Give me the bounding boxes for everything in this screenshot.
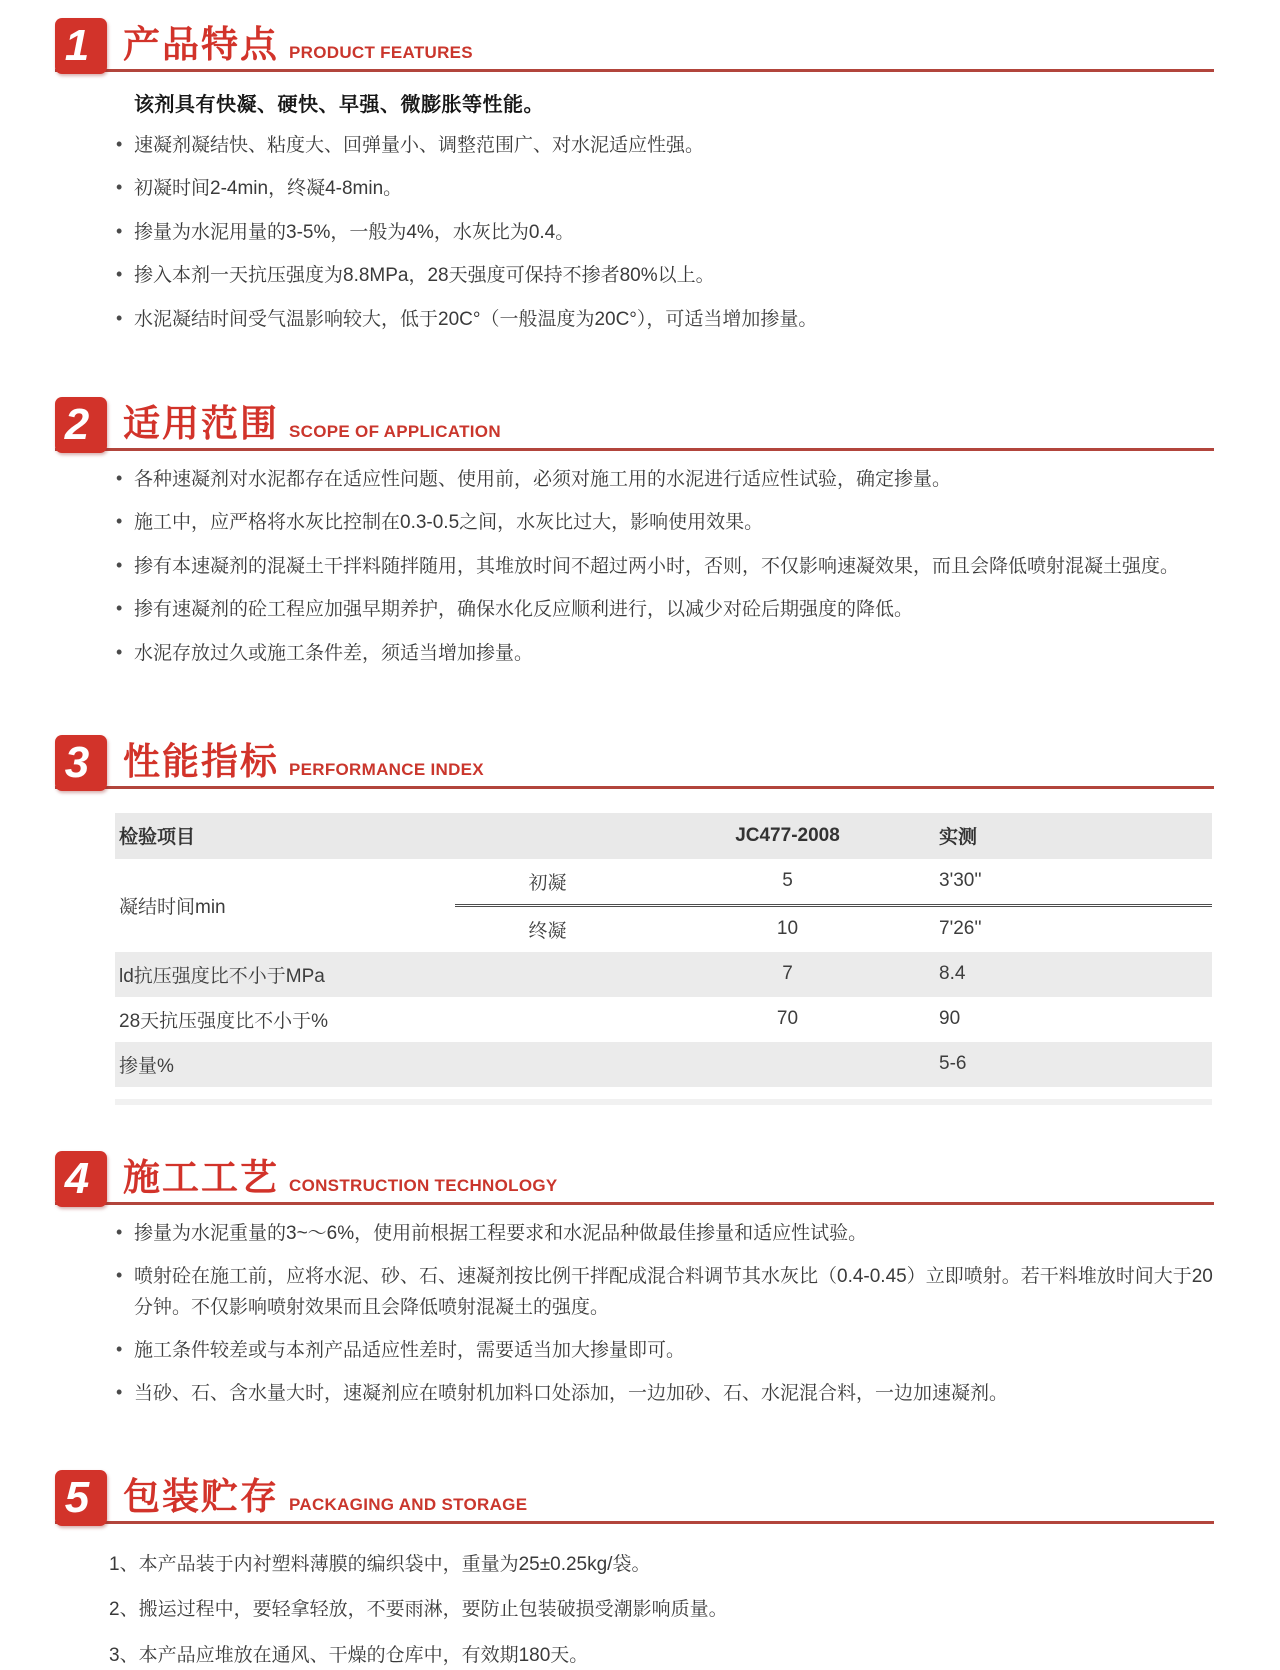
bullet-item: • 当砂、石、含水量大时，速凝剂应在喷射机加料口处添加，一边加砂、石、水泥混合料，一边加速凝剂。 — [113, 1379, 1214, 1409]
section-header-construction — [55, 1151, 1214, 1205]
bullet-item: • 掺入本剂一天抗压强度为8.8MPa，28天强度可保持不掺者80%以上。 — [113, 261, 1214, 291]
bullet-item: • 各种速凝剂对水泥都存在适应性问题、使用前，必须对施工用的水泥进行适应性试验，确定掺量。 — [113, 465, 1214, 495]
col-header-standard: JC477-2008 — [640, 813, 935, 859]
section-header-product-features — [55, 18, 1214, 72]
section-title-en: CONSTRUCTION TECHNOLOGY — [289, 1175, 558, 1195]
section-header-scope — [55, 397, 1214, 451]
section-number-badge — [55, 1470, 107, 1526]
col-header-item: 检验项目 — [115, 813, 455, 859]
section-number-badge — [55, 18, 107, 74]
section-title-en: SCOPE OF APPLICATION — [289, 421, 501, 441]
table-footer-strip — [115, 1099, 1212, 1105]
section-body-construction — [113, 1219, 1214, 1410]
construction-bullet-list — [113, 1219, 1214, 1410]
numbered-item: 1、本产品装于内衬塑料薄膜的编织袋中，重量为25±0.25kg/袋。 — [109, 1553, 651, 1575]
bullet-item: • 掺有速凝剂的砼工程应加强早期养护，确保水化反应顺利进行，以减少对砼后期强度的降低。 — [113, 595, 1214, 625]
table-row-dosage — [115, 1042, 1212, 1087]
item-cell: 28天抗压强度比不小于% — [119, 1010, 329, 1032]
bullet-item: • 掺有本速凝剂的混凝土干拌料随拌随用，其堆放时间不超过两小时，否则，不仅影响速凝效果，而且会降低喷射混凝土强度。 — [113, 552, 1214, 582]
section-title-cn: 包装贮存 — [123, 1475, 279, 1517]
numbered-item: 3、本产品应堆放在通风、干燥的仓库中，有效期180天。 — [109, 1644, 589, 1666]
bullet-item: • 水泥存放过久或施工条件差，须适当增加掺量。 — [113, 639, 1214, 669]
table-header-row — [115, 813, 1212, 859]
bullet-item: • 施工中，应严格将水灰比控制在0.3-0.5之间，水灰比过大，影响使用效果。 — [113, 508, 1214, 538]
measured-cell: 90 — [939, 1008, 961, 1030]
bullet-item: • 掺量为水泥用量的3-5%，一般为4%，水灰比为0.4。 — [113, 218, 1214, 248]
bullet-item: • 初凝时间2-4min，终凝4-8min。 — [113, 174, 1214, 204]
measured-cell: 8.4 — [935, 952, 1212, 997]
performance-index-table — [115, 813, 1212, 1087]
measured-cell: 3'30'' — [935, 859, 1212, 906]
setting-time-label: 凝结时间min — [119, 896, 226, 918]
section-title-en: PRODUCT FEATURES — [289, 43, 473, 62]
section-number: 5 — [64, 1472, 90, 1522]
standard-cell: 10 — [776, 918, 799, 940]
col-header-measured: 实测 — [935, 813, 1212, 859]
section-number-badge — [55, 1151, 107, 1207]
standard-cell: 5 — [640, 859, 935, 906]
col-header-phase — [455, 813, 640, 859]
section-title-en: PERFORMANCE INDEX — [289, 759, 484, 779]
measured-cell: 7'26'' — [939, 918, 982, 940]
bullet-item: • 喷射砼在施工前，应将水泥、砂、石、速凝剂按比例干拌配成混合料调节其水灰比（0.4-0.45）立即喷射。若干料堆放时间大于20分钟。不仅影响喷射效果而且会降低喷射混凝土的强度。 — [113, 1262, 1214, 1323]
standard-cell: 7 — [640, 952, 935, 997]
scope-bullet-list — [113, 465, 1214, 669]
section-number-badge — [55, 397, 107, 453]
bullet-item: • 水泥凝结时间受气温影响较大，低于20C°（一般温度为20C°），可适当增加掺量。 — [113, 305, 1214, 335]
bullet-item: • 掺量为水泥重量的3~～6%，使用前根据工程要求和水泥品种做最佳掺量和适应性试验。 — [113, 1219, 1214, 1249]
table-row-setting-initial — [115, 859, 1212, 906]
bullet-item: • 速凝剂凝结快、粘度大、回弹量小、调整范围广、对水泥适应性强。 — [113, 131, 1214, 161]
section-title-cn: 适用范围 — [123, 402, 279, 444]
section-title-cn: 产品特点 — [123, 24, 279, 65]
table-row-1d-strength — [115, 952, 1212, 997]
features-intro: 该剂具有快凝、硬快、早强、微膨胀等性能。 — [134, 94, 544, 116]
section-body-product-features — [113, 88, 1214, 335]
section-title-en: PACKAGING AND STORAGE — [289, 1494, 528, 1514]
section-title-cn: 性能指标 — [123, 740, 279, 782]
table-row-28d-strength — [115, 997, 1212, 1042]
section-header-performance — [55, 735, 1214, 789]
item-cell: 掺量% — [115, 1042, 640, 1087]
section-number: 4 — [64, 1153, 90, 1203]
item-cell: ld抗压强度比不小于MPa — [115, 952, 640, 997]
bullet-item: • 施工条件较差或与本剂产品适应性差时，需要适当加大掺量即可。 — [113, 1336, 1214, 1366]
features-bullet-list — [113, 131, 1214, 335]
section-title-cn: 施工工艺 — [123, 1156, 279, 1198]
section-number: 1 — [64, 21, 90, 70]
phase-cell: 终凝 — [528, 920, 567, 942]
phase-cell: 初凝 — [455, 859, 640, 906]
section-body-scope — [113, 465, 1214, 669]
section-number-badge — [55, 735, 107, 791]
standard-cell: 70 — [776, 1008, 799, 1030]
section-number: 3 — [64, 737, 90, 787]
numbered-item: 2、搬运过程中，要轻拿轻放，不要雨淋，要防止包装破损受潮影响质量。 — [109, 1599, 728, 1621]
section-header-packaging — [55, 1470, 1214, 1524]
measured-cell: 5-6 — [935, 1042, 1212, 1087]
section-number: 2 — [64, 399, 90, 449]
section-body-packaging — [109, 1550, 1214, 1670]
packaging-numbered-list — [109, 1550, 1214, 1670]
standard-cell — [640, 1042, 935, 1087]
